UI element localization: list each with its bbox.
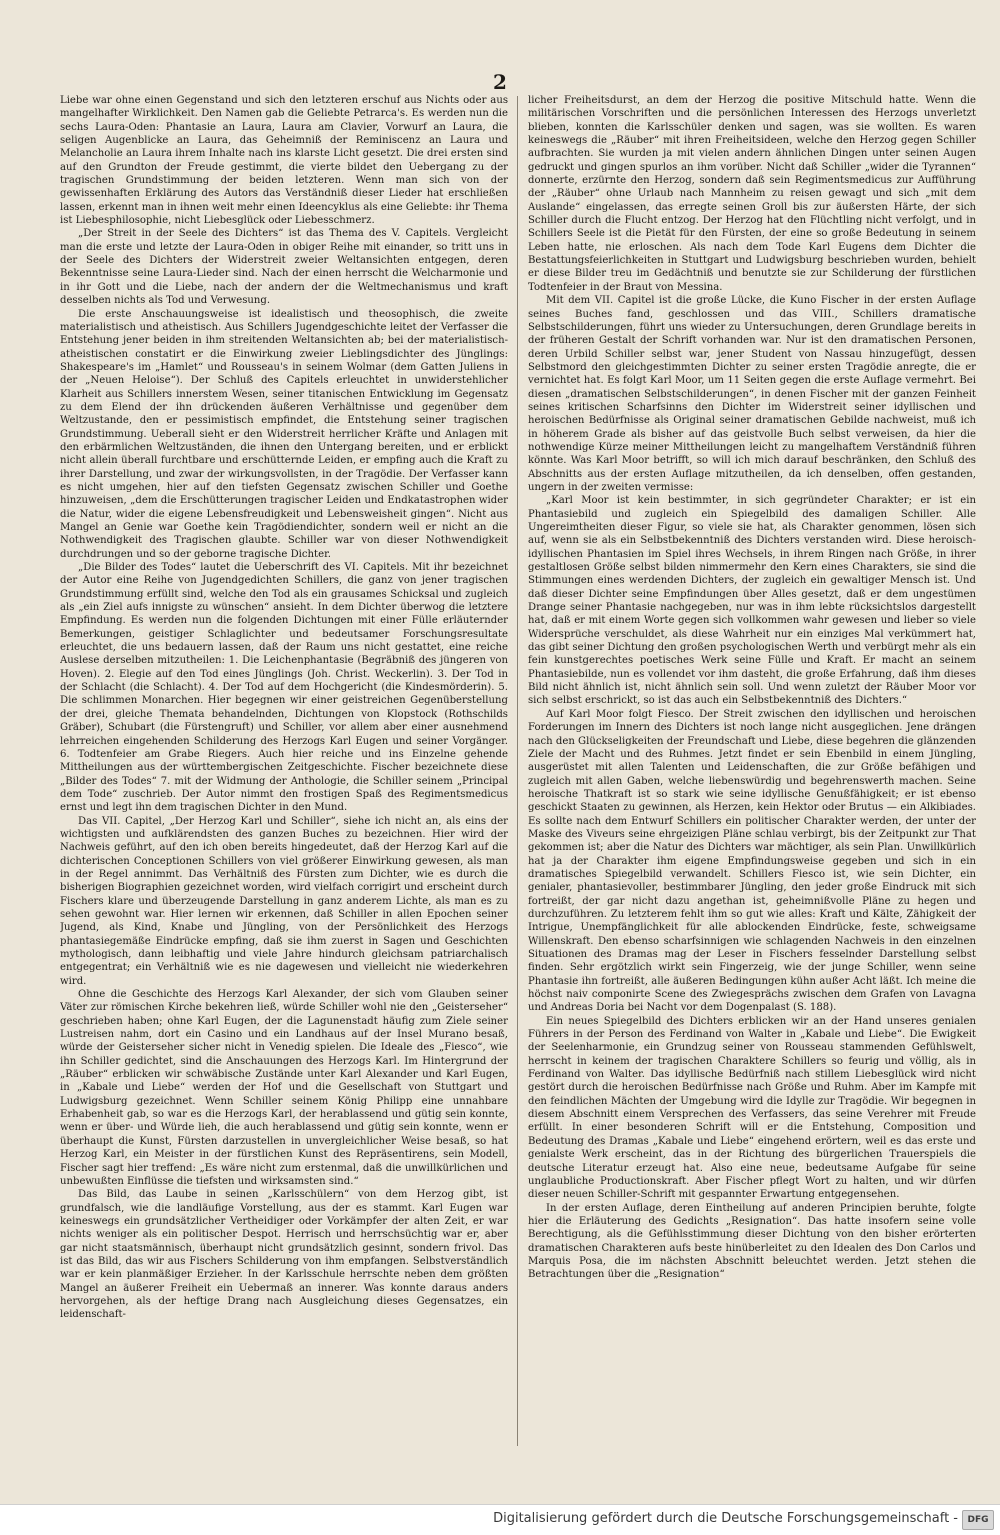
- paragraph: „Karl Moor ist kein bestimmter, in sich gegründeter Charakter; er ist ein Phantasiebild und zugleich ein Spiegelbild des damaligen Schiller. Alle Ungereimtheiten dieser Figur, so viele sie hat, als Charakter genommen, lösen sich auf, wenn sie als ein Selbstbekenntniß des Dichters verstanden wird. Diese heroisch-idyllischen Phantasien im Spiel ihres Wechsels, in ihrem Ringen nach Größe, in ihrer gestaltlosen Größe selbst bilden nimmermehr den Kern eines Charakters, sie sind die Stimmungen eines werdenden Dichters, der zugleich ein gewaltiger Mensch ist. Und daß dieser Dichter seine Empfindungen über Alles gesetzt, daß er dem ungestümen Drange seiner Phantasie nachgegeben, nur was in ihm lebte rücksichtslos dargestellt hat, daß er mit einem Worte gegen sich vollkommen wahr gewesen und lieber so viele Widersprüche verschuldet, als diese Wahrheit nur ein einziges Mal verkümmert hat, das gibt seiner Dichtung den großen psychologischen Werth und verbürgt mehr als ein fein kunstgerechtes poetisches Werk seine Fülle und Kraft. Er macht an seinem Phantasiebilde, nun es vollendet vor ihm dasteht, die große Erfahrung, daß ihm dieses Bild nicht ähnlich ist, nicht ähnlich sein soll. Und wenn zuletzt der Räuber Moor vor sich selbst erschrickt, so ist das auch ein Selbstbekenntniß des Dichters.“: [528, 495, 976, 707]
- funding-notice: Digitalisierung gefördert durch die Deutsche Forschungsgemeinschaft -: [493, 1511, 958, 1526]
- right-column: [528, 94, 976, 1449]
- dfg-logo-icon: DFG: [962, 1510, 994, 1530]
- paragraph: Die erste Anschauungsweise ist idealistisch und theosophisch, die zweite materialistisch und atheistisch. Aus Schillers Jugendgeschichte leitet der Verfasser die Entstehung jener beiden in ihm streitenden Weltansichten ab; bei der materialistisch-atheistischen constatirt er die Einwirkung zweier Lieblingsdichter des Jünglings: Shakespeare's im „Hamlet“ und Rousseau's in seinem Wolmar (dem Gatten Juliens in der „Neuen Heloise“). Der Schluß des Capitels erleuchtet in unwiderstehlicher Klarheit aus Schillers innerstem Wesen, seiner titanischen Entwicklung im Gegensatz zu dem Elend der ihn drückenden äußeren Verhältnisse und gegenüber dem Weltzustande, den er pessimistisch empfindet, die Entstehung seiner tragischen Grundstimmung. Ueberall sieht er den Widerstreit herrlicher Kräfte und Anlagen mit den erbärmlichen Weltzuständen, die ihnen den Untergang bereiten, und er erblickt nicht allein überall furchtbare und erschütternde Leiden, er empfing auch die Kraft zu ihrer Darstellung, und zwar der wirkungsvollsten, in der Tragödie. Der Verfasser kann es nicht umgehen, hier auf den tiefsten Gegensatz zwischen Schiller und Goethe hinzuweisen, „dem die Erschütterungen tragischer Leiden und Endkatastrophen wider die Natur, wider die eigene Lebensfreudigkeit und Lebensweisheit gingen“. Nicht aus Mangel an Genie war Goethe kein Tragödiendichter, sondern weil er nicht an die Nothwendigkeit des Tragischen glaubte. Schiller war von dieser Nothwendigkeit durchdrungen und so der geborne tragische Dichter.: [60, 308, 508, 560]
- paragraph: licher Freiheitsdurst, an dem der Herzog die positive Mitschuld hatte. Wenn die militärischen Vorschriften und die persönlichen Interessen des Herzogs unverletzt blieben, konnten die Karlsschüler denken und sagen, was sie wollten. Es waren keineswegs die „Räuber“ mit ihren Freiheitsideen, welche den Herzog gegen Schiller aufbrachten. Sie wurden ja mit vielen andern ähnlichen Dingen unter seinen Augen gedruckt und gingen spurlos an ihm vorüber. Nicht daß Schiller „wider die Tyrannen“ donnerte, erzürnte den Herzog, sondern daß sein Regimentsmedicus zur Aufführung der „Räuber“ ohne Urlaub nach Mannheim zu reisen gewagt und sich „mit dem Auslande“ eingelassen, das erregte seinen Groll bis zur äußersten Härte, der sich Schiller durch die Flucht entzog. Der Herzog hat den Flüchtling nicht verfolgt, und in Schillers Seele ist die Pietät für den Fürsten, der eine so große Bedeutung in seinem Leben hatte, nie erloschen. Als nach dem Tode Karl Eugens dem Dichter die Bestattungsfeierlichkeiten in Stuttgart und Ludwigsburg beschrieben wurden, behielt er diese Bilder treu im Gedächtniß und benutzte sie zur Schilderung der fürstlichen Todtenfeier in der Braut von Messina.: [528, 95, 976, 293]
- paragraph: Ein neues Spiegelbild des Dichters erblicken wir an der Hand unseres genialen Führers in der Person des Ferdinand von Walter in „Kabale und Liebe“. Die Ewigkeit der Seelenharmonie, ein Grundzug seiner von Rousseau stammenden Gefühlswelt, herrscht in keinem der tragischen Charaktere Schillers so feurig und völlig, als in Ferdinand von Walter. Das idyllische Bedürfniß nach stillem Liebesglück wird nicht gestört durch die heroischen Bedürfnisse nach Größe und Ruhm. Aber im Kampfe mit den feindlichen Mächten der Umgebung wird die Idylle zur Tragödie. Wir begegnen in diesem Abschnitt einem Versprechen des Verfassers, das seine Verehrer mit Freude erfüllt. In einer besonderen Schrift will er die Entstehung, Composition und Bedeutung des Dramas „Kabale und Liebe“ eingehend erörtern, weil es das erste und genialste Werk erscheint, das in der Richtung des bürgerlichen Trauerspiels die deutsche Literatur erzeugt hat. Also eine neue, bedeutsame Aufgabe für seine unglaubliche Productionskraft. Aber Fischer pflegt Wort zu halten, und wir dürfen dieser neuen Schiller-Schrift mit gespannter Erwartung entgegensehen.: [528, 1015, 976, 1201]
- left-column: [60, 94, 508, 1449]
- paragraph: „Der Streit in der Seele des Dichters“ ist das Thema des V. Capitels. Vergleicht man die erste und letzte der Laura-Oden in obiger Reihe mit einander, so tritt uns in der Seele des Dichters der Widerstreit zweier Weltansichten entgegen, deren Bekenntnisse seine Laura-Lieder sind. Nach der einen herrscht die Welcharmonie und in ihr Gott und die Liebe, nach der andern der die Weltmechanismus und kraft desselben nichts als Tod und Verwesung.: [60, 228, 508, 307]
- paragraph: Das VII. Capitel, „Der Herzog Karl und Schiller“, siehe ich nicht an, als eins der wichtigsten und aufklärendsten des ganzen Buches zu bezeichnen. Hier wird der Nachweis geführt, auf den ich oben bereits hingedeutet, daß der Herzog Karl auf die dichterischen Conceptionen Schillers von viel größerer Einwirkung gewesen, als man in der Regel annimmt. Das Verhältniß des Fürsten zum Dichter, wie es durch die bisherigen Biographien gezeichnet worden, wird vielfach corrigirt und erscheint durch Fischers klare und überzeugende Darstellung in ganz anderem Lichte, als man es zu sehen gewohnt war. Hier lernen wir erkennen, daß Schiller in allen Epochen seiner Jugend, als Kind, Knabe und Jüngling, von der Persönlichkeit des Herzogs phantasiegemäße Eindrücke empfing, daß sie ihm zuerst in Sagen und Geschichten mythologisch, dann leibhaftig und viele Jahre hindurch gleichsam patriarchalisch entgegentrat; ein Verhältniß wie es nie dagewesen und vielleicht nie wiederkehren wird.: [60, 815, 508, 987]
- page-number: 2: [493, 70, 507, 94]
- column-divider: [517, 96, 518, 1446]
- digitization-footer: [0, 1504, 1000, 1535]
- paragraph: Das Bild, das Laube in seinen „Karlsschülern“ von dem Herzog gibt, ist grundfalsch, wie die landläufige Vorstellung, aus der es stammt. Karl Eugen war keineswegs ein grundsätzlicher Vertheidiger oder Vorkämpfer der alten Zeit, er war nichts weniger als ein politischer Despot. Herrisch und herrschsüchtig war er, aber gar nicht staatsmännisch, überhaupt nicht grundsätzlich gesinnt, sondern frivol. Das ist das Bild, das wir aus Fischers Schilderung von ihm empfangen. Selbstverständlich war er kein planmäßiger Erzieher. In der Karlsschule herrschte neben dem größten Mangel an äußerer Freiheit ein Uebermaß an innerer. Was konnte daraus anders hervorgehen, als der heftige Drang nach Ausgleichung dieses Gegensatzes, ein leidenschaft-: [60, 1189, 508, 1321]
- paragraph: Liebe war ohne einen Gegenstand und sich den letzteren erschuf aus Nichts oder aus mangelhafter Wirklichkeit. Den Namen gab die Geliebte Petrarca's. Es werden nun die sechs Laura-Oden: Phantasie an Laura, Laura am Clavier, Vorwurf an Laura, die seligen Augenblicke an Laura, das Geheimniß der Reminiscenz an Laura und Melancholie an Laura ihrem Inhalte nach ins klarste Licht gesetzt. Die drei ersten sind auf den Grundton der Freude gestimmt, die vierte bildet den Uebergang zu der tragischen Grundstimmung der beiden letzteren. Wenn man sich von der gewissenhaften Erklärung des Autors das Verständniß dieser Lieder hat erschließen lassen, erkennt man in ihnen weit mehr einen Ideencyklus als eine Geliebte: ihr Thema ist Liebesphilosophie, nicht Liebesglück oder Liebesschmerz.: [60, 95, 508, 227]
- paragraph: „Die Bilder des Todes“ lautet die Ueberschrift des VI. Capitels. Mit ihr bezeichnet der Autor eine Reihe von Jugendgedichten Schillers, die ganz von jener tragischen Grundstimmung erfüllt sind, welche den Tod als ein grausames Schicksal und zugleich als „ein Ziel aufs innigste zu wünschen“ ansieht. In dem Dichter überwog die letztere Empfindung. Es werden nun die folgenden Dichtungen mit einer Fülle erläuternder Bemerkungen, geistiger Schlaglichter und bedeutsamer Forschungsresultate erleuchtet, die uns bedauern lassen, daß der Raum uns nicht gestattet, eine reiche Auslese derselben mitzutheilen: 1. Die Leichenphantasie (Begräbniß des jüngeren von Hoven). 2. Elegie auf den Tod eines Jünglings (Joh. Christ. Weckerlin). 3. Der Tod in der Schlacht (die Schlacht). 4. Der Tod auf dem Hochgericht (die Kindesmörderin). 5. Die schlimmen Monarchen. Hier begegnen wir einer geistreichen Gegenüberstellung der drei, gleiche Themata behandelnden, Dichtungen von Klopstock (Rothschilds Gräber), Schubart (die Fürstengruft) und Schiller, vor allem aber einer ausnehmend lehrreichen eingehenden Schilderung des Herzogs Karl Eugen und seiner Vorgänger. 6. Todtenfeier am Grabe Riegers. Auch hier reiche und ins Einzelne gehende Mittheilungen aus der württembergischen Zeitgeschichte. Fischer bezeichnete diese „Bilder des Todes“ 7. mit der Widmung der Anthologie, die Schiller seinem „Principal dem Tode“ zuschrieb. Der Autor nimmt den frostigen Spaß des Regimentsmedicus ernst und legt ihn dem tragischen Dichter in den Mund.: [60, 562, 508, 814]
- paragraph: Mit dem VII. Capitel ist die große Lücke, die Kuno Fischer in der ersten Auflage seines Buches fand, geschlossen und das VIII., Schillers dramatische Selbstschilderungen, führt uns wieder zu Untersuchungen, deren Grundlage bereits in der früheren Gestalt der Schrift vorhanden war. Nur ist den dramatischen Personen, deren Urbild Schiller selbst war, jener Student von Nassau hinzugefügt, dessen Selbstmord den gleichgestimmten Dichter zu seiner ersten Tragödie anregte, die er vernichtet hat. Es folgt Karl Moor, um 11 Seiten gegen die erste Auflage vermehrt. Bei diesen „dramatischen Selbstschilderungen“, in denen Fischer mit der ganzen Feinheit seines kritischen Scharfsinns den Dichter im Widerstreit seiner idyllischen und heroischen Bedürfnisse als Original seiner dramatischen Gebilde nachweist, muß ich in höherem Grade als bisher auf das geistvolle Buch selbst verweisen, da hier die nothwendige Kürze meiner Mittheilungen leicht zu mangelhaftem Verständniß führen könnte. Was Karl Moor betrifft, so will ich mich darauf beschränken, den Schluß des Abschnitts aus der ersten Auflage mitzutheilen, da ich denselben, offen gestanden, ungern in der zweiten vermisse:: [528, 295, 976, 493]
- paragraph: Auf Karl Moor folgt Fiesco. Der Streit zwischen den idyllischen und heroischen Forderungen im Innern des Dichters ist noch lange nicht ausgeglichen. Jene drängen nach den Glückseligkeiten der Freundschaft und Liebe, diese begehren die glänzenden Ziele der Macht und des Ruhmes. Jetzt findet er sein Ebenbild in einem Jüngling, ausgerüstet mit allen Talenten und Leidenschaften, die zur Größe befähigen und zugleich mit allen Gaben, welche liebenswürdig und begehrenswerth machen. Seine heroische Thatkraft ist so stark wie seine idyllische Genußfähigkeit; er ist ebenso geschickt Staaten zu gewinnen, als Herzen, kein Hektor oder Brutus — ein Alkibiades. Es sollte nach dem Entwurf Schillers ein politischer Charakter werden, der unter der Maske des Viveurs seine ehrgeizigen Pläne schlau verbirgt, bis der Zeitpunkt zur That gekommen ist; aber die Natur des Dichters war mächtiger, als sein Plan. Unwillkürlich hat ja der Charakter ihm eigene Empfindungsweise gegeben und sich in ein dramatisches Spiegelbild verwandelt. Schillers Fiesco ist, wie sein Dichter, ein genialer, phantasievoller, bestimmbarer Jüngling, den jeder große Eindruck mit sich fortreißt, der gar nicht dazu angethan ist, geheimnißvolle Pläne zu hegen und durchzuführen. Zu letzterem fehlt ihm so gut wie alles: Kraft und Kälte, Zähigkeit der Intrigue, Unempfänglichkeit für alle ablockenden Eindrücke, feste, schweigsame Willenskraft. Den ebenso scharfsinnigen wie schlagenden Nachweis in den einzelnen Situationen des Dramas mag der Leser in Fischers fesselnder Darstellung selbst finden. Sehr ergötzlich wirkt sein Fingerzeig, wie der junge Schiller, wenn seine Phantasie ihn fortreißt, alle äußeren Bedingungen kühn außer Acht läßt. Ich meine die höchst naiv componirte Scene des Zwiegesprächs zwischen dem Grafen von Lavagna und Andreas Doria bei Nacht vor dem Dogenpalast (S. 188).: [528, 708, 976, 1014]
- paragraph: In der ersten Auflage, deren Eintheilung auf anderen Principien beruhte, folgte hier die Erläuterung des Gedichts „Resignation“. Das hatte insofern seine volle Berechtigung, als die Gefühlsstimmung dieser Dichtung von den bisher erörterten dramatischen Charakteren aufs beste hinüberleitet zu den Idealen des Don Carlos und Marquis Posa, die im nächsten Abschnitt beleuchtet werden. Jetzt stehen die Betrachtungen über die „Resignation“: [528, 1202, 976, 1281]
- paragraph: Ohne die Geschichte des Herzogs Karl Alexander, der sich vom Glauben seiner Väter zur römischen Kirche bekehren ließ, würde Schiller wohl nie den „Geisterseher“ geschrieben haben; ohne Karl Eugen, der die Lagunenstadt häufig zum Ziele seiner Lustreisen nahm, dort ein Casino und ein Landhaus auf der Insel Murano besaß, würde der Geisterseher sicher nicht in Venedig spielen. Die Ideale des „Fiesco“, wie ihn Schiller gedichtet, sind die Anschauungen des Herzogs Karl. Im Hintergrund der „Räuber“ erblicken wir schwäbische Zustände unter Karl Alexander und Karl Eugen, in „Kabale und Liebe“ werden der Hof und die Gesellschaft von Stuttgart und Ludwigsburg gezeichnet. Wenn Schiller seinem König Philipp eine unnahbare Erhabenheit gab, so war es die Herzogs Karl, der herablassend und gütig sein konnte, wenn er über- und Würde lieh, die auch herablassend und gütig sein konnte, wenn er überhaupt die Kunst, Fürsten darzustellen in unvergleichlicher Weise besaß, so hat Herzog Karl, ein Meister in der fürstlichen Kunst des Repräsentirens, sein Modell, Fischer sagt hier treffend: „Es wäre nicht zum erstenmal, daß die unwillkürlichen und unbewußten Einflüsse die tiefsten und wirksamsten sind.“: [60, 989, 508, 1187]
